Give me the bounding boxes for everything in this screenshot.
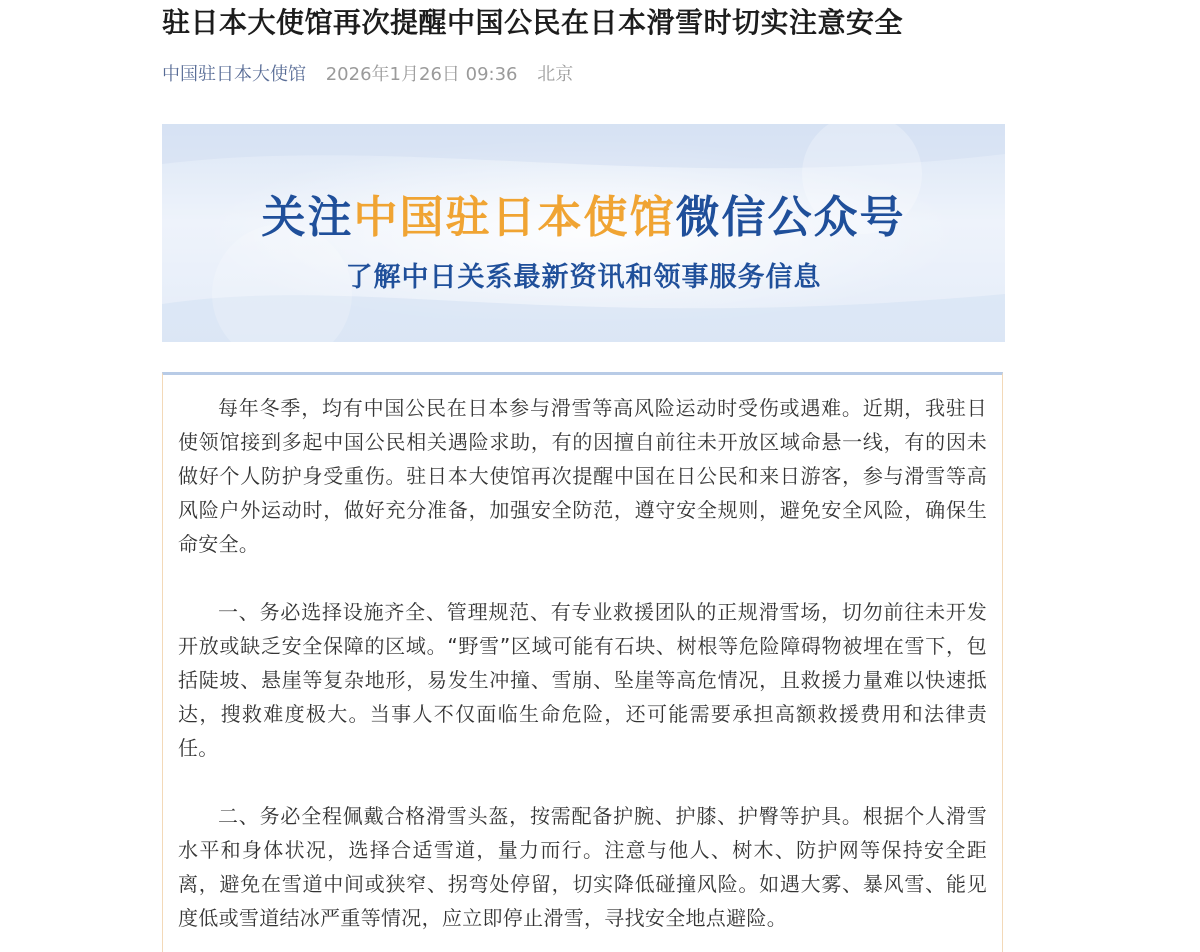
banner-headline-prefix: 关注 bbox=[261, 192, 354, 243]
publish-location: 北京 bbox=[537, 64, 574, 85]
article bbox=[162, 0, 1005, 930]
article-meta bbox=[162, 62, 1005, 88]
publish-time: 2026年1月26日 09:36 bbox=[325, 64, 518, 85]
body-paragraph-1: 一、务必选择设施齐全、管理规范、有专业救援团队的正规滑雪场，切勿前往未开发开放或缺乏安全保障的区域。“野雪”区域可能有石块、树根等危险障碍物被埋在雪下，包括陡坡、悬崖等复杂地形，易发生冲撞、雪崩、坠崖等高危情况，且救援力量难以快速抵达，搜救难度极大。当事人不仅面临生命危险，还可能需要承担高额救援费用和法律责任。 bbox=[178, 600, 987, 760]
wechat-follow-banner[interactable] bbox=[162, 124, 1005, 342]
banner-headline bbox=[162, 190, 1005, 246]
article-title: 驻日本大使馆再次提醒中国公民在日本滑雪时切实注意安全 bbox=[162, 6, 904, 39]
article-body bbox=[163, 375, 1002, 935]
account-name-link[interactable]: 中国驻日本大使馆 bbox=[162, 64, 306, 85]
banner-subheadline: 了解中日关系最新资讯和领事服务信息 bbox=[345, 262, 822, 293]
body-paragraph-2: 二、务必全程佩戴合格滑雪头盔，按需配备护腕、护膝、护臀等护具。根据个人滑雪水平和身体状况，选择合适雪道，量力而行。注意与他人、树木、防护网等保持安全距离，避免在雪道中间或狭窄、拐弯处停留，切实降低碰撞风险。如遇大雾、暴风雪、能见度低或雪道结冰严重等情况，应立即停止滑雪，寻找安全地点避险。 bbox=[178, 804, 987, 930]
body-paragraph-intro: 每年冬季，均有中国公民在日本参与滑雪等高风险运动时受伤或遇难。近期，我驻日使领馆接到多起中国公民相关遇险求助，有的因擅自前往未开放区域命悬一线，有的因未做好个人防护身受重伤。驻日本大使馆再次提醒中国在日公民和来日游客，参与滑雪等高风险户外运动时，做好充分准备，加强安全防范，遵守安全规则，避免安全风险，确保生命安全。 bbox=[178, 396, 987, 556]
banner-headline-suffix: 微信公众号 bbox=[675, 192, 906, 243]
article-body-box bbox=[162, 372, 1003, 952]
banner-headline-account: 中国驻日本使馆 bbox=[353, 192, 676, 243]
